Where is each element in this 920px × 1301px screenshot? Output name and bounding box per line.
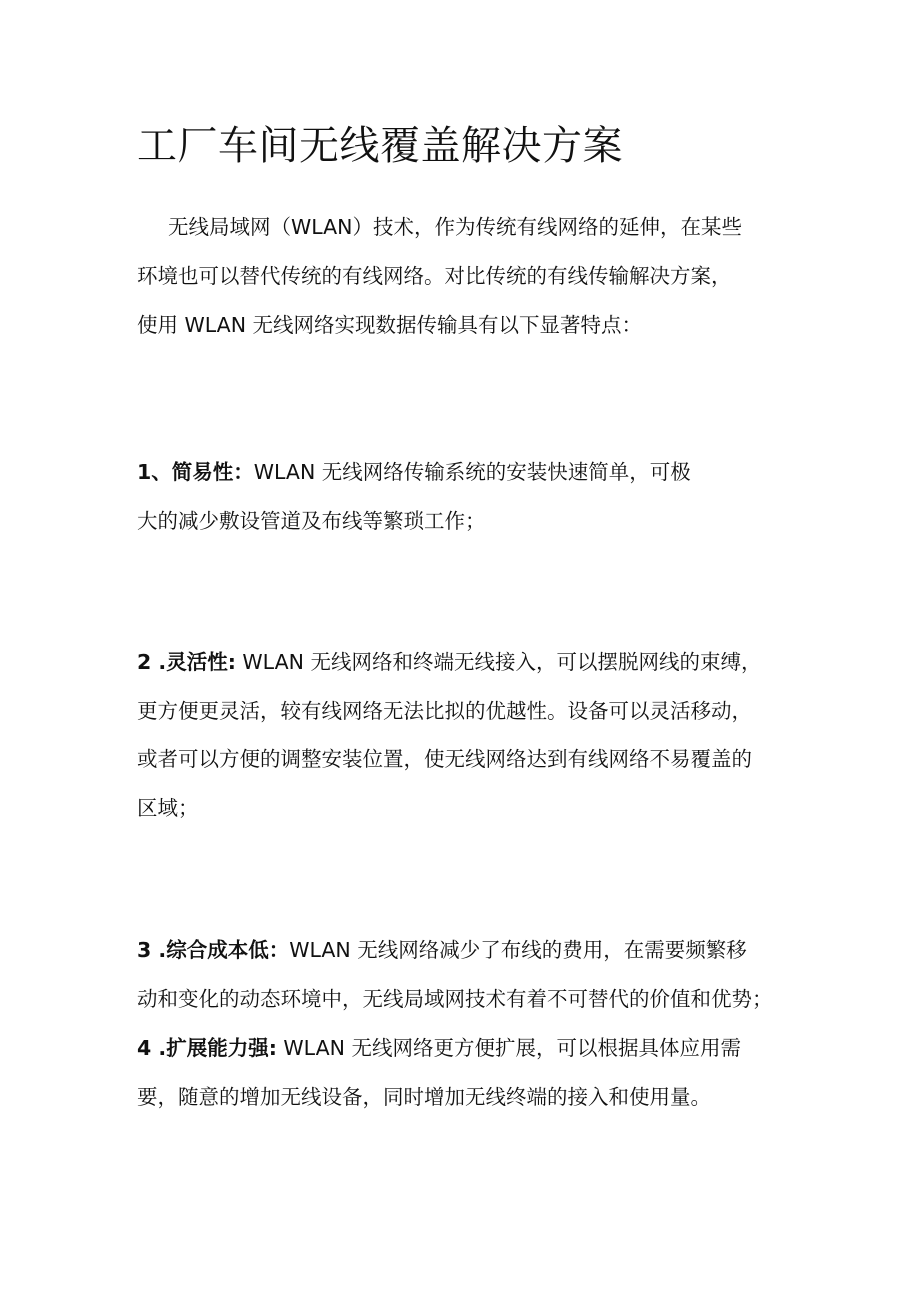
intro-line-3: 使用 WLAN 无线网络实现数据传输具有以下显著特点： (137, 313, 643, 337)
feature-3-line-1 (137, 935, 747, 965)
intro-line-2: 环境也可以替代传统的有线网络。对比传统的有线传输解决方案， (137, 264, 732, 288)
feature-2-text: WLAN 无线网络和终端无线接入，可以摆脱网线的束缚， (235, 650, 762, 674)
feature-4-line-1 (137, 1033, 741, 1063)
feature-4-text: WLAN 无线网络更方便扩展，可以根据具体应用需 (276, 1036, 741, 1060)
intro-line-1: 无线局域网（WLAN）技术，作为传统有线网络的延伸，在某些 (168, 215, 743, 239)
feature-2-line-1 (137, 647, 761, 677)
feature-3-line-2: 动和变化的动态环境中，无线局域网技术有着不可替代的价值和优势； (137, 987, 773, 1011)
feature-3-text: WLAN 无线网络减少了布线的费用，在需要频繁移 (289, 938, 747, 962)
feature-1-text: WLAN 无线网络传输系统的安装快速简单，可极 (253, 460, 691, 484)
document-title: 工厂车间无线覆盖解决方案 (137, 123, 623, 169)
feature-1-line-2: 大的减少敷设管道及布线等繁琐工作； (137, 509, 486, 533)
feature-1-line-1 (137, 457, 691, 487)
feature-2-line-4: 区域； (137, 796, 199, 820)
feature-2-line-2: 更方便更灵活，较有线网络无法比拟的优越性。设备可以灵活移动， (137, 699, 752, 723)
feature-2-line-3: 或者可以方便的调整安装位置，使无线网络达到有线网络不易覆盖的 (137, 747, 752, 771)
feature-3-label: 3 .综合成本低： (137, 938, 290, 962)
feature-4-line-2: 要，随意的增加无线设备，同时增加无线终端的接入和使用量。 (137, 1085, 711, 1109)
feature-1-label: 1、简易性： (137, 460, 254, 484)
feature-4-label: 4 .扩展能力强: (137, 1036, 277, 1060)
feature-2-label: 2 .灵活性: (137, 650, 236, 674)
